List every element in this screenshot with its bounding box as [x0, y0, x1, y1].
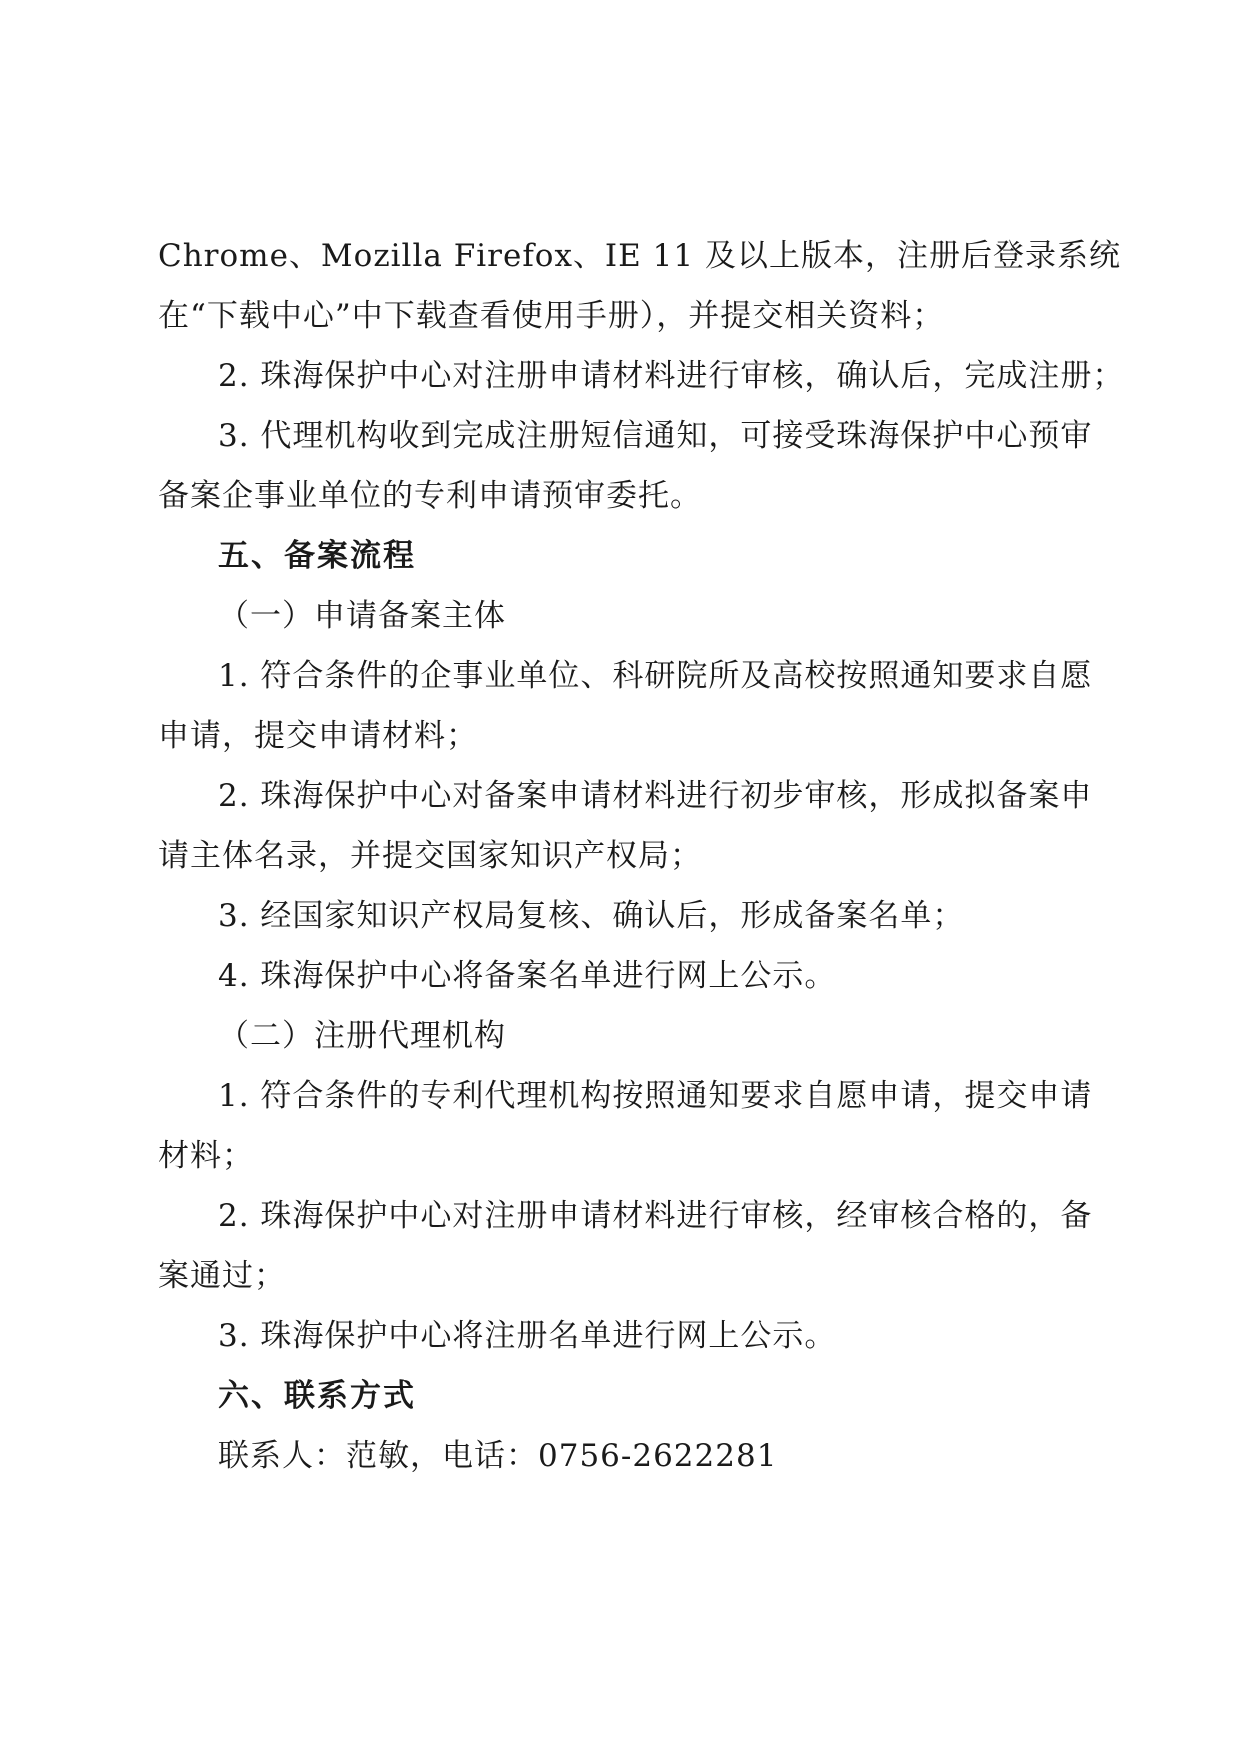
- section-heading-filing-process: 五、备案流程: [218, 538, 416, 574]
- text-line-applicant-step1: 1. 符合条件的企事业单位、科研院所及高校按照通知要求自愿: [218, 658, 1093, 694]
- text-line-agency-step2-cont: 案通过；: [158, 1258, 286, 1294]
- text-line-applicant-step3: 3. 经国家知识产权局复核、确认后，形成备案名单；: [218, 898, 965, 934]
- text-line-download-center: 在“下载中心”中下载查看使用手册），并提交相关资料；: [158, 298, 945, 334]
- text-line-applicant-step2-cont: 请主体名录，并提交国家知识产权局；: [158, 838, 702, 874]
- subsection-heading-applicant: （一）申请备案主体: [218, 598, 506, 634]
- section-heading-contact: 六、联系方式: [218, 1378, 416, 1414]
- text-line-agency-notice-cont: 备案企事业单位的专利申请预审委托。: [158, 478, 702, 514]
- text-line-contact-info: 联系人：范敏，电话：0756-2622281: [218, 1438, 778, 1474]
- text-line-applicant-step2: 2. 珠海保护中心对备案申请材料进行初步审核，形成拟备案申: [218, 778, 1093, 814]
- text-line-register-review: 2. 珠海保护中心对注册申请材料进行审核，确认后，完成注册；: [218, 358, 1125, 394]
- text-line-agency-step1: 1. 符合条件的专利代理机构按照通知要求自愿申请，提交申请: [218, 1078, 1093, 1114]
- subsection-heading-agency: （二）注册代理机构: [218, 1018, 506, 1054]
- text-line-agency-step3: 3. 珠海保护中心将注册名单进行网上公示。: [218, 1318, 837, 1354]
- text-line-applicant-step4: 4. 珠海保护中心将备案名单进行网上公示。: [218, 958, 837, 994]
- text-line-browser-list: Chrome、Mozilla Firefox、IE 11 及以上版本，注册后登录系统: [158, 238, 1121, 274]
- text-line-agency-notice: 3. 代理机构收到完成注册短信通知，可接受珠海保护中心预审: [218, 418, 1093, 454]
- text-line-applicant-step1-cont: 申请，提交申请材料；: [158, 718, 478, 754]
- text-line-agency-step1-cont: 材料；: [158, 1138, 254, 1174]
- text-line-agency-step2: 2. 珠海保护中心对注册申请材料进行审核，经审核合格的，备: [218, 1198, 1093, 1234]
